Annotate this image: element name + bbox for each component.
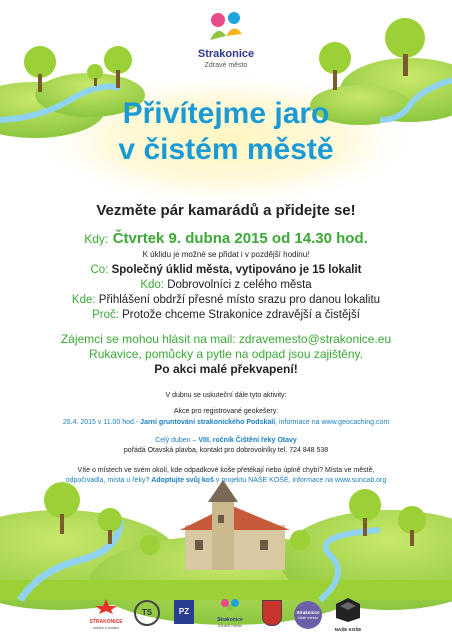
kose-line-2 — [0, 476, 452, 485]
kose-info: v projektu NAŠE KOŠE, informace na www.suncab.org — [215, 477, 387, 484]
who-value: Dobrovolníci z celého města — [167, 279, 312, 291]
otava-date: Celý duben – — [155, 437, 197, 444]
kose-line-1: Víte o místech ve svém okolí, kde odpadkové koše přetékají nebo úplně chybí? Místa ve městě, — [77, 467, 375, 474]
star-icon — [86, 598, 126, 614]
logo-mark-icon — [212, 598, 248, 612]
partner-logo-cisté-mesto: Strakonice čisté město — [294, 601, 322, 629]
partner-logo-pz: PZ — [174, 600, 194, 624]
logo-name: Strakonice — [197, 48, 255, 60]
strakonice-logo-mark — [204, 10, 248, 46]
who-row — [0, 278, 452, 292]
when-label: Kdy: — [84, 232, 109, 246]
join-note: K úklidu je možné se přidat i v pozdější hodinu! — [142, 250, 310, 259]
when-row — [0, 230, 452, 248]
otava-name: VIII. ročník Čištění řeky Otavy — [198, 437, 297, 444]
title-line-2: v čistém městě — [118, 133, 334, 166]
geo-row — [0, 418, 452, 427]
where-row — [0, 293, 452, 307]
partner-logo-nase-kose: NAŠE KOŠE — [334, 598, 362, 630]
otava-row — [0, 436, 452, 445]
activities-intro: V dubnu se uskuteční dále tyto aktivity: — [165, 392, 287, 399]
who-label: Kdo: — [140, 279, 164, 291]
geo-date: 25.4. 2015 v 11.00 hod.- — [62, 419, 139, 426]
what-row — [0, 263, 452, 277]
trash-bin-icon — [334, 598, 362, 622]
why-row — [0, 308, 452, 322]
when-value: Čtvrtek 9. dubna 2015 od 14.30 hod. — [112, 230, 368, 247]
what-label: Co: — [90, 264, 109, 276]
geo-info: , informace na www.geocaching.com — [275, 419, 390, 426]
why-value: Protože chceme Strakonice zdravější a čistější — [122, 309, 360, 321]
what-value: Společný úklid města, vytipováno je 15 lokalit — [111, 264, 362, 276]
geo-name: Jarní gruntování strakonického Podskalí — [140, 419, 276, 426]
title-line-1: Přivítejme jaro — [122, 97, 330, 130]
partner-logo-ts: TS — [134, 600, 160, 626]
why-label: Proč: — [92, 309, 119, 321]
otava-info: pořádá Otavská plavba, kontakt pro dobrovolníky tel. 724 848 538 — [123, 447, 329, 454]
where-label: Kde: — [71, 294, 96, 306]
signup-mail: Zájemci se mohou hlásit na mail: zdravemesto@strakonice.eu — [60, 332, 392, 346]
subtitle: Vezměte pár kamarádů a přidejte se! — [96, 202, 356, 219]
kose-question: odpočívadla, místa u řeky? — [65, 477, 150, 484]
castle-illustration — [180, 480, 290, 570]
partner-logo-zdrave-mesto: Strakonice Zdravé město — [212, 598, 248, 628]
logo-tagline: Zdravé město — [204, 62, 248, 69]
partner-logo-crest — [262, 600, 282, 626]
surprise-note: Po akci malé překvapení! — [154, 362, 298, 376]
supplies-note: Rukavice, pomůcky a pytle na odpad jsou zajištěny. — [89, 347, 363, 361]
geo-heading: Akce pro registrované geokešery: — [173, 408, 279, 415]
where-value: Přihlášení obdrží přesné místo srazu pro danou lokalitu — [98, 294, 381, 306]
partner-logo-strakonice: STRAKONICE město s tradicí — [86, 598, 126, 628]
kose-adopt: Adoptujte svůj koš — [151, 477, 214, 484]
